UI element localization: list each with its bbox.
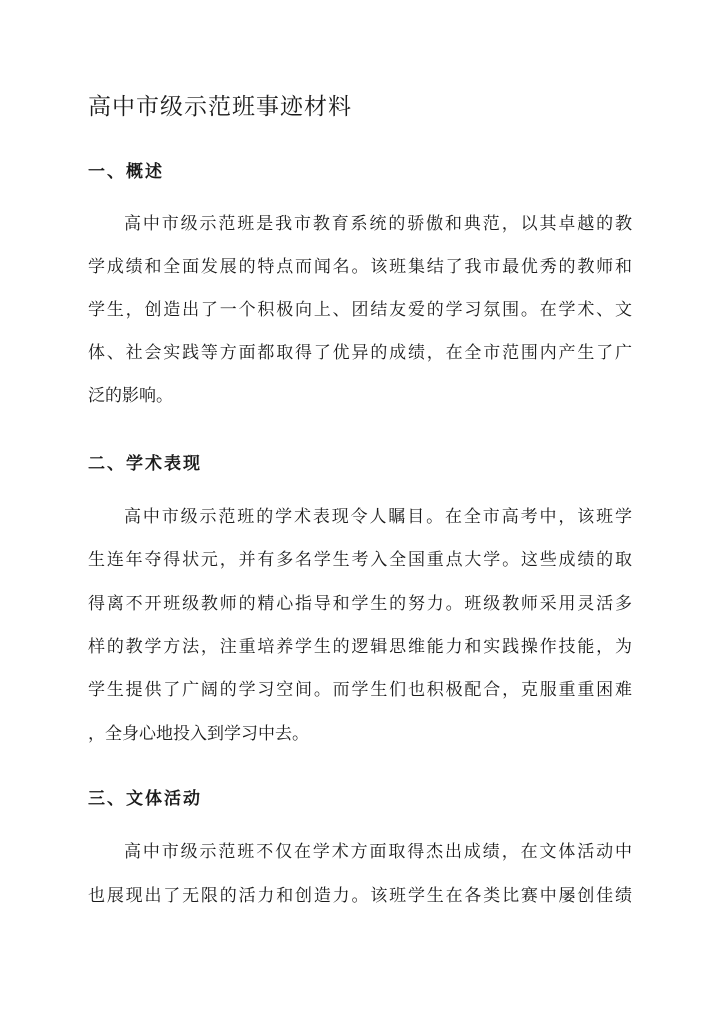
- paragraph-line: 泛的影响。: [88, 386, 173, 406]
- paragraph-line: 高中市级示范班不仅在学术方面取得杰出成绩，在文体活动中: [124, 842, 632, 862]
- paragraph-line: 高中市级示范班的学术表现令人瞩目。在全市高考中，该班学: [124, 507, 632, 527]
- paragraph-line: 学生，创造出了一个积极向上、团结友爱的学习氛围。在学术、文: [88, 300, 632, 320]
- paragraph-line: ，全身心地投入到学习中去。: [88, 724, 309, 744]
- paragraph-line: 生连年夺得状元，并有多名学生考入全国重点大学。这些成绩的取: [88, 550, 632, 570]
- paragraph-line: 样的教学方法，注重培养学生的逻辑思维能力和实践操作技能，为: [88, 637, 632, 657]
- section-heading-activities: 三、文体活动: [88, 789, 202, 809]
- paragraph-line: 也展现出了无限的活力和创造力。该班学生在各类比赛中屡创佳绩: [88, 886, 632, 906]
- section-heading-academics: 二、学术表现: [88, 454, 202, 474]
- paragraph-line: 体、社会实践等方面都取得了优异的成绩，在全市范围内产生了广: [88, 343, 632, 363]
- section-heading-overview: 一、概述: [88, 162, 164, 182]
- paragraph-line: 得离不开班级教师的精心指导和学生的努力。班级教师采用灵活多: [88, 594, 632, 614]
- document-title: 高中市级示范班事迹材料: [88, 94, 352, 120]
- paragraph-line: 学生提供了广阔的学习空间。而学生们也积极配合，克服重重困难: [88, 680, 632, 700]
- paragraph-line: 高中市级示范班是我市教育系统的骄傲和典范，以其卓越的教: [124, 214, 632, 234]
- paragraph-line: 学成绩和全面发展的特点而闻名。该班集结了我市最优秀的教师和: [88, 257, 632, 277]
